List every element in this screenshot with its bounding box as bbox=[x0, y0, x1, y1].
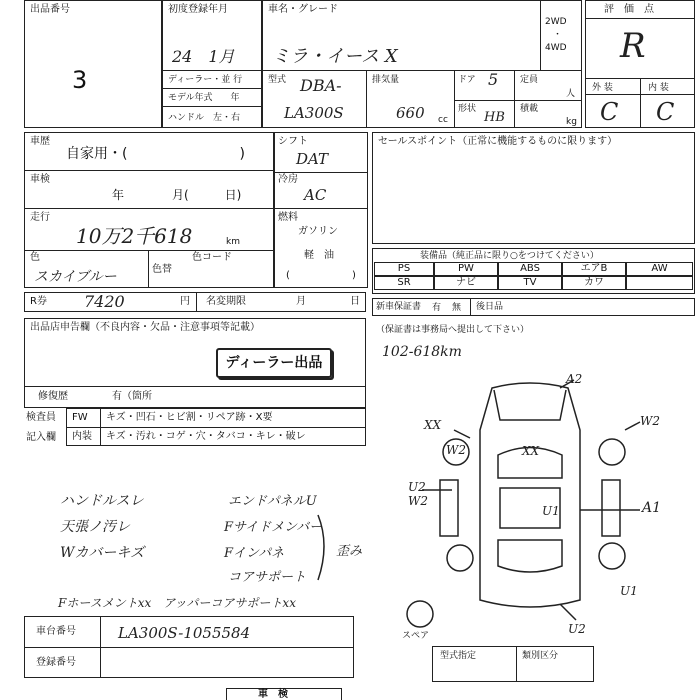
warranty-none: 無 bbox=[452, 303, 462, 313]
wheel-rear-left bbox=[447, 545, 473, 571]
history-label: 車歴 bbox=[30, 136, 50, 147]
notes-bracket bbox=[318, 515, 324, 580]
repaint-label: 色替 bbox=[152, 264, 172, 275]
note-left-1: ハンドルスレ bbox=[60, 493, 144, 509]
equipment-airbag: エアB bbox=[562, 262, 626, 276]
name-grade-label: 車名・グレード bbox=[268, 4, 338, 15]
warranty-note: （保証書は事務局へ提出して下さい） bbox=[376, 325, 530, 335]
shift-value: DAT bbox=[296, 150, 329, 168]
mileage-note: 102-618km bbox=[382, 344, 462, 360]
inspector-label-1: 検査員 bbox=[26, 412, 56, 423]
inspector-row2-head: 内装 bbox=[72, 431, 92, 442]
chassis-value: LA300S-1055584 bbox=[118, 624, 251, 642]
repair-label: 修復歴 bbox=[38, 391, 68, 402]
rear-window-outline bbox=[498, 540, 562, 572]
equipment-leather: カワ bbox=[562, 276, 626, 290]
inspector-row2: キズ・汚れ・コゲ・穴・タバコ・キレ・破レ bbox=[106, 431, 306, 442]
right-side-outline bbox=[602, 480, 620, 536]
first-registration-value: 24 1月 bbox=[172, 47, 235, 66]
yen-label: 円 bbox=[180, 296, 190, 307]
shape-label: 形状 bbox=[458, 104, 477, 114]
name-grade-value: ミラ・イース X bbox=[272, 46, 398, 67]
wheel-front-right bbox=[599, 439, 625, 465]
leader-line bbox=[560, 604, 576, 620]
equipment-aw: AW bbox=[626, 262, 693, 276]
equipment-navi: ナビ bbox=[434, 276, 498, 290]
capacity-label: 定員 bbox=[520, 75, 539, 85]
after-label: 後日品 bbox=[476, 302, 504, 312]
model-spec-label: 型式指定 bbox=[440, 651, 477, 661]
fuel-paren-open: ( bbox=[286, 270, 290, 281]
diagram-code-6: W2 bbox=[408, 494, 428, 508]
day-label: 日 bbox=[350, 296, 360, 307]
car-body-outline bbox=[480, 383, 580, 607]
sales-points-label: セールスポイント（正常に機能するものに限ります） bbox=[378, 136, 618, 147]
note-bottom: Fホースメントxx アッパーコアサポートxx bbox=[58, 596, 296, 610]
note-left-3: Wカバーキズ bbox=[60, 545, 145, 561]
interior-label: 内 装 bbox=[648, 83, 669, 93]
cc-label: cc bbox=[438, 115, 448, 125]
ac-label: 冷房 bbox=[278, 174, 298, 185]
report-label: 出品店申告欄（不良内容・欠品・注意事項等記載） bbox=[30, 322, 260, 333]
r-ticket-label: R券 bbox=[30, 296, 47, 307]
r-ticket-value: 7420 bbox=[84, 292, 125, 311]
class-label: 類別区分 bbox=[522, 651, 559, 661]
door-value: 5 bbox=[488, 70, 499, 89]
lot-number-value: 3 bbox=[72, 66, 88, 94]
leader-line bbox=[625, 422, 640, 430]
drive-dot: ・ bbox=[553, 30, 563, 40]
hood-outline bbox=[494, 390, 566, 420]
chassis-label: 車台番号 bbox=[36, 626, 76, 637]
handle-label: ハンドル 左・右 bbox=[168, 113, 241, 123]
leader-line bbox=[454, 430, 470, 438]
first-registration-label: 初度登録年月 bbox=[168, 4, 228, 15]
color-value: スカイブルー bbox=[34, 269, 117, 285]
door-label: ドア bbox=[458, 75, 476, 85]
diagram-code-5: U2 bbox=[408, 480, 426, 494]
fuel-paren-close: ) bbox=[352, 270, 356, 281]
inspection-value: 年 月( 日) bbox=[112, 188, 242, 202]
model-year-label: モデル年式 年 bbox=[168, 93, 240, 103]
warranty-has: 有 bbox=[432, 303, 442, 313]
displacement-label: 排気量 bbox=[372, 75, 400, 85]
spare-label: スペア bbox=[402, 631, 430, 641]
new-car-warranty-label: 新車保証書 bbox=[376, 302, 422, 312]
registration-label: 登録番号 bbox=[36, 657, 76, 668]
type-label: 型式 bbox=[268, 75, 287, 85]
repair-value: 有（箇所 bbox=[112, 391, 152, 402]
month-label: 月 bbox=[296, 296, 306, 307]
diagram-code-9: XX bbox=[522, 444, 540, 458]
fuel-label: 燃料 bbox=[278, 212, 298, 223]
dealer-stamp: ディーラー出品 bbox=[216, 348, 332, 378]
wheel-rear-right bbox=[599, 543, 625, 569]
type-value-2: LA300S bbox=[284, 104, 344, 122]
color-code-label: 色コード bbox=[192, 252, 232, 263]
fuel-gasoline: ガソリン bbox=[298, 226, 338, 237]
diagram-code-3: W2 bbox=[640, 414, 660, 428]
shift-label: シフト bbox=[278, 136, 308, 147]
diagram-code-2: XX bbox=[424, 418, 442, 432]
name-change-label: 名変期限 bbox=[206, 296, 246, 307]
fuel-diesel: 軽 油 bbox=[304, 250, 334, 261]
exterior-label: 外 装 bbox=[592, 83, 613, 93]
drive-4wd: 4WD bbox=[545, 43, 567, 53]
score-label: 評 価 点 bbox=[604, 4, 654, 15]
diagram-code-10: U1 bbox=[620, 584, 638, 598]
shape-value: HB bbox=[484, 110, 505, 125]
note-right-4: コアサポート bbox=[228, 570, 307, 585]
load-label: 積載 bbox=[520, 104, 539, 114]
km-label: km bbox=[226, 237, 240, 247]
note-right-2: Fサイドメンバー bbox=[224, 520, 323, 535]
footer-label: 車 検 bbox=[258, 689, 288, 700]
type-value-1: DBA- bbox=[300, 76, 342, 95]
note-bracket-label: 歪み bbox=[336, 544, 363, 559]
inspector-row1: キズ・凹石・ヒビ割・リペア跡・X要 bbox=[106, 412, 273, 423]
diagram-code-1: A2 bbox=[566, 372, 583, 386]
diagram-code-11: U2 bbox=[568, 622, 586, 636]
capacity-unit: 人 bbox=[566, 89, 576, 99]
lot-number-label: 出品番号 bbox=[30, 4, 70, 15]
exterior-value: C bbox=[600, 98, 619, 126]
equipment-abs: ABS bbox=[498, 262, 562, 276]
note-left-2: 天張ノ汚レ bbox=[60, 519, 130, 535]
note-right-1: エンドパネルU bbox=[228, 494, 317, 509]
equipment-label: 装備品（純正品に限り○をつけてください） bbox=[420, 251, 599, 261]
diagram-code-4: W2 bbox=[446, 443, 466, 457]
ac-value: AC bbox=[304, 186, 327, 204]
equipment-ps: PS bbox=[374, 262, 434, 276]
left-side-outline bbox=[440, 480, 458, 536]
diagram-code-8: U1 bbox=[542, 504, 560, 518]
note-right-3: Fインパネ bbox=[224, 546, 285, 561]
score-value: R bbox=[620, 26, 646, 66]
inspection-label: 車検 bbox=[30, 174, 50, 185]
equipment-sr: SR bbox=[374, 276, 434, 290]
interior-value: C bbox=[656, 98, 675, 126]
mileage-label: 走行 bbox=[30, 212, 50, 223]
color-label: 色 bbox=[30, 252, 40, 263]
drive-2wd: 2WD bbox=[545, 17, 567, 27]
load-unit: kg bbox=[566, 117, 577, 127]
spare-tire bbox=[407, 601, 433, 627]
displacement-value: 660 bbox=[396, 104, 425, 122]
history-value: 自家用・( ) bbox=[66, 146, 245, 162]
diagram-code-7: A1 bbox=[642, 500, 662, 516]
inspector-label-2: 記入欄 bbox=[26, 432, 56, 443]
equipment-pw: PW bbox=[434, 262, 498, 276]
mileage-value: 10万2千618 bbox=[76, 224, 193, 248]
inspector-row1-head: FW bbox=[72, 412, 88, 423]
dealer-label: ディーラー・並 行 bbox=[168, 75, 243, 85]
equipment-tv: TV bbox=[498, 276, 562, 290]
